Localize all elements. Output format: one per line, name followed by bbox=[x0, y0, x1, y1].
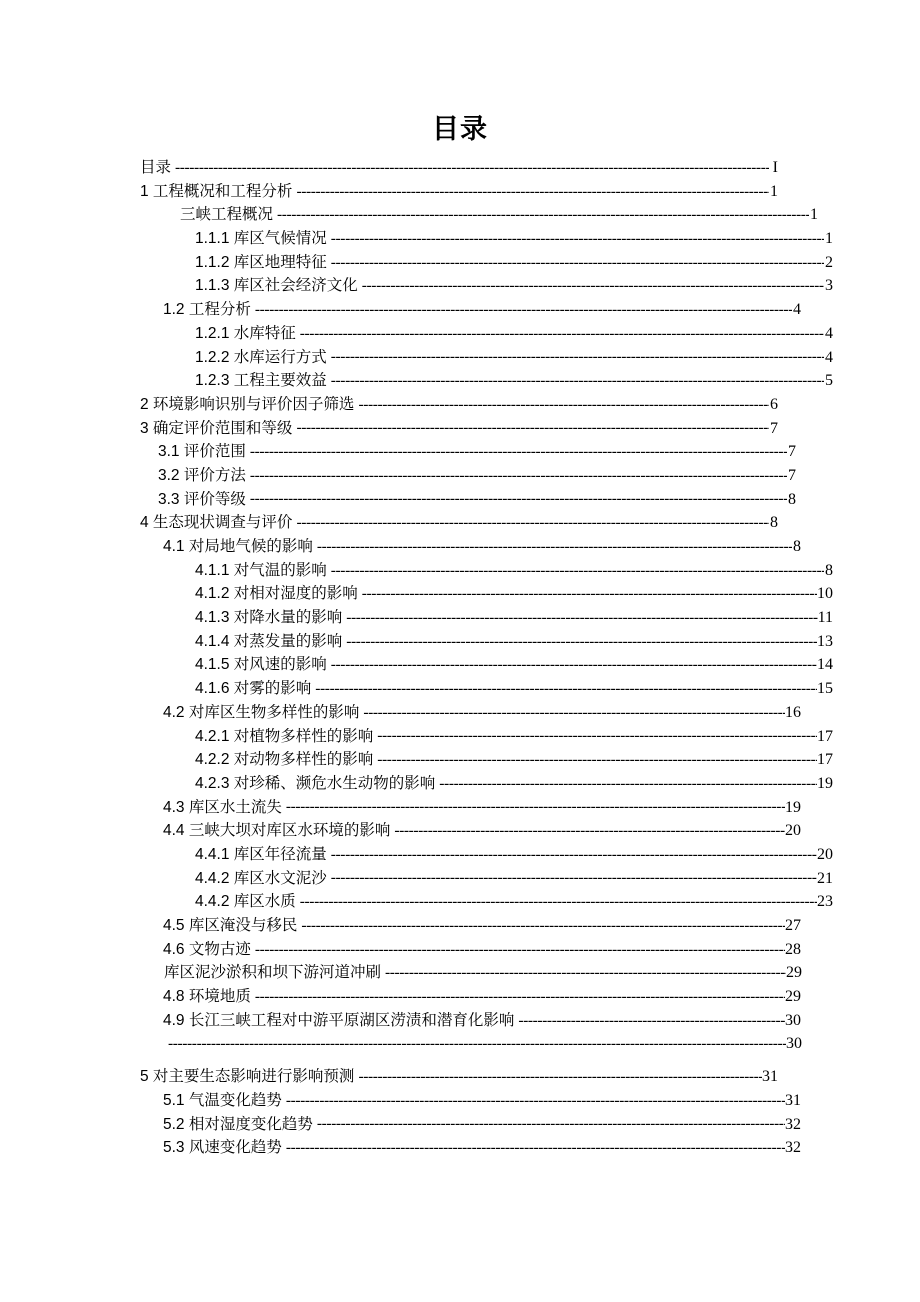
toc-entry[interactable] bbox=[140, 417, 778, 441]
toc-entry[interactable] bbox=[140, 677, 833, 701]
toc-entry-label: 库区泥沙淤积和坝下游河道冲刷 bbox=[164, 964, 382, 982]
toc-leader-dots bbox=[331, 563, 824, 579]
toc-entry[interactable] bbox=[140, 630, 833, 654]
toc-leader-dots bbox=[377, 752, 817, 768]
toc-entry[interactable] bbox=[140, 393, 778, 417]
toc-entry-label: 1.2.2 水库运行方式 bbox=[195, 348, 327, 366]
toc-leader-dots bbox=[362, 586, 817, 602]
toc-page-number: 30 bbox=[786, 1035, 802, 1053]
toc-leader-dots bbox=[385, 965, 786, 981]
toc-page-number: 29 bbox=[785, 988, 801, 1006]
toc-leader-dots bbox=[331, 871, 817, 887]
toc-entry[interactable] bbox=[140, 298, 801, 322]
toc-entry[interactable] bbox=[140, 961, 802, 985]
toc-entry-label: 1.2 工程分析 bbox=[163, 301, 251, 319]
toc-entry-label: 1.1.1 库区气候情况 bbox=[195, 230, 327, 248]
toc-page-number: 6 bbox=[770, 395, 778, 413]
toc-page-number: 8 bbox=[788, 490, 796, 508]
toc-entry-label: 4.2 对库区生物多样性的影响 bbox=[163, 703, 360, 721]
toc-entry-label: 4.1.3 对降水量的影响 bbox=[195, 609, 343, 627]
toc-entry-label: 4.4 三峡大坝对库区水环境的影响 bbox=[163, 822, 391, 840]
toc-page-number: 5 bbox=[825, 372, 833, 390]
toc-entry-label: 5.1 气温变化趋势 bbox=[163, 1091, 282, 1109]
toc-entry[interactable] bbox=[140, 1065, 778, 1089]
toc-entry[interactable] bbox=[140, 1136, 801, 1160]
toc-entry-label: 目录 bbox=[140, 159, 172, 176]
toc-leader-dots bbox=[394, 823, 785, 839]
toc-entry[interactable] bbox=[140, 180, 778, 204]
toc-entry[interactable] bbox=[140, 251, 833, 275]
toc-leader-dots bbox=[255, 942, 785, 958]
toc-leader-dots bbox=[358, 397, 769, 413]
toc-entry[interactable] bbox=[140, 227, 833, 251]
toc-leader-dots bbox=[301, 918, 785, 934]
toc-entry[interactable] bbox=[140, 535, 801, 559]
toc-leader-dots bbox=[286, 800, 785, 816]
toc-page-number: 21 bbox=[817, 869, 833, 887]
toc-entry[interactable] bbox=[140, 606, 833, 630]
toc-leader-dots bbox=[331, 373, 824, 389]
toc-leader-dots bbox=[358, 1069, 762, 1085]
toc-entry[interactable] bbox=[140, 582, 833, 606]
toc-entry[interactable] bbox=[140, 203, 818, 227]
toc-entry-label: 4.6 文物古迹 bbox=[163, 940, 251, 958]
toc-entry[interactable] bbox=[140, 322, 833, 346]
toc-leader-dots bbox=[317, 1117, 785, 1133]
toc-page-number: 14 bbox=[817, 656, 833, 674]
toc-entry[interactable] bbox=[140, 985, 801, 1009]
toc-leader-dots bbox=[277, 207, 809, 223]
toc-leader-dots bbox=[346, 634, 817, 650]
toc-entry-label: 4.1.2 对相对湿度的影响 bbox=[195, 585, 358, 603]
toc-entry-label: 4.2.1 对植物多样性的影响 bbox=[195, 727, 374, 745]
toc-page-number: 7 bbox=[770, 419, 778, 437]
toc-entry-label: 4.1 对局地气候的影响 bbox=[163, 538, 313, 555]
toc-page-number: 7 bbox=[788, 443, 796, 461]
toc-leader-dots bbox=[315, 681, 817, 697]
toc-page-number: 13 bbox=[817, 632, 833, 650]
toc-page-number: 20 bbox=[785, 822, 801, 840]
toc-entry-label: 三峡工程概况 bbox=[180, 206, 274, 224]
toc-leader-dots bbox=[439, 776, 817, 792]
toc-entry-label: 5.2 相对湿度变化趋势 bbox=[163, 1115, 313, 1133]
toc-entry-label: 4.4.2 库区水文泥沙 bbox=[195, 869, 327, 887]
toc-leader-dots bbox=[255, 989, 785, 1005]
toc-entry-label: 4.1.5 对风速的影响 bbox=[195, 656, 327, 674]
toc-leader-dots bbox=[331, 255, 824, 271]
toc-entry[interactable] bbox=[140, 748, 833, 772]
toc-entry-label: 4.2.2 对动物多样性的影响 bbox=[195, 751, 374, 769]
toc-entry-label: 1.2.1 水库特征 bbox=[195, 324, 296, 342]
toc-entry-label: 4.1.6 对雾的影响 bbox=[195, 680, 312, 698]
toc-page-number: 1 bbox=[825, 230, 833, 248]
toc-entry[interactable] bbox=[140, 914, 801, 938]
toc-page-number: 23 bbox=[817, 893, 833, 911]
toc-entry-label: 4.4.1 库区年径流量 bbox=[195, 845, 327, 863]
toc-leader-dots bbox=[296, 184, 769, 200]
toc-entry-label: 4.8 环境地质 bbox=[163, 988, 251, 1006]
toc-page-number: 19 bbox=[785, 798, 801, 816]
toc-page-number: 15 bbox=[817, 680, 833, 698]
toc-entry[interactable] bbox=[140, 1009, 801, 1033]
toc-entry[interactable] bbox=[140, 819, 801, 843]
toc-entry-label: 4.5 库区淹没与移民 bbox=[163, 917, 298, 934]
toc-leader-dots bbox=[346, 610, 817, 626]
toc-leader-dots bbox=[331, 658, 817, 674]
toc-leader-dots bbox=[175, 160, 769, 176]
toc-leader-dots bbox=[331, 350, 824, 366]
toc-entry[interactable] bbox=[140, 867, 833, 891]
toc-page-number: 4 bbox=[825, 324, 833, 342]
toc-leader-dots bbox=[300, 894, 817, 910]
toc-page-number: 11 bbox=[817, 609, 833, 627]
toc-leader-dots bbox=[331, 847, 817, 863]
toc-leader-dots bbox=[286, 1140, 785, 1156]
toc-entry-label: 4.1.1 对气温的影响 bbox=[195, 561, 327, 579]
toc-entry[interactable] bbox=[140, 559, 833, 583]
toc-entry-label: 3 确定评价范围和等级 bbox=[140, 419, 293, 437]
toc-entry[interactable] bbox=[140, 843, 833, 867]
table-of-contents bbox=[140, 156, 833, 1160]
toc-page-number: 8 bbox=[825, 561, 833, 579]
toc-entry[interactable] bbox=[140, 653, 833, 677]
toc-page-number: 3 bbox=[825, 277, 833, 295]
toc-page-number: 8 bbox=[770, 514, 778, 532]
toc-entry-label: 5 对主要生态影响进行影响预测 bbox=[140, 1068, 355, 1086]
toc-page-number: 31 bbox=[762, 1068, 778, 1086]
toc-entry[interactable] bbox=[140, 369, 833, 393]
toc-entry[interactable] bbox=[140, 772, 833, 796]
toc-leader-dots bbox=[250, 492, 787, 508]
toc-entry-label: 4.3 库区水土流失 bbox=[163, 798, 282, 816]
toc-entry-label: 4 生态现状调查与评价 bbox=[140, 514, 293, 532]
toc-entry-label: 1.2.3 工程主要效益 bbox=[195, 372, 327, 390]
toc-entry[interactable] bbox=[140, 346, 833, 370]
toc-page-number: 28 bbox=[785, 940, 801, 958]
toc-leader-dots bbox=[317, 539, 792, 555]
toc-leader-dots bbox=[296, 515, 769, 531]
toc-page-number: 10 bbox=[817, 585, 833, 603]
toc-page-number: 1 bbox=[770, 182, 778, 200]
toc-page-number: 17 bbox=[817, 727, 833, 745]
toc-entry-label: 4.9 长江三峡工程对中游平原湖区涝渍和潜育化影响 bbox=[163, 1011, 515, 1029]
toc-leader-dots bbox=[362, 279, 824, 295]
toc-page-number: 17 bbox=[817, 751, 833, 769]
toc-leader-dots bbox=[255, 302, 792, 318]
toc-page-number: 19 bbox=[817, 774, 833, 792]
toc-entry-label: 4.1.4 对蒸发量的影响 bbox=[195, 632, 343, 650]
toc-entry[interactable] bbox=[140, 511, 778, 535]
toc-entry[interactable] bbox=[140, 156, 778, 180]
toc-entry[interactable] bbox=[140, 464, 796, 488]
toc-entry[interactable] bbox=[140, 938, 801, 962]
toc-leader-dots bbox=[377, 729, 817, 745]
toc-entry-label: 5.3 风速变化趋势 bbox=[163, 1139, 282, 1157]
toc-entry-label: 3.2 评价方法 bbox=[158, 466, 246, 484]
toc-page-number: 4 bbox=[793, 301, 801, 319]
toc-page-number: I bbox=[772, 159, 778, 176]
toc-page-number: 27 bbox=[785, 917, 801, 934]
toc-entry[interactable] bbox=[140, 796, 801, 820]
toc-page-number: 32 bbox=[785, 1139, 801, 1157]
toc-entry[interactable] bbox=[140, 701, 801, 725]
toc-entry-label: 3.1 评价范围 bbox=[158, 443, 246, 461]
toc-page-number: 8 bbox=[793, 538, 801, 555]
page-title: 目录 bbox=[432, 114, 488, 144]
toc-entry[interactable] bbox=[140, 488, 796, 512]
toc-leader-dots bbox=[300, 326, 824, 342]
toc-page-number: 4 bbox=[825, 348, 833, 366]
toc-leader-dots bbox=[286, 1093, 785, 1109]
toc-page-number: 29 bbox=[786, 964, 802, 982]
toc-page-number: 7 bbox=[788, 466, 796, 484]
toc-leader-dots bbox=[518, 1013, 785, 1029]
toc-entry-label: 3.3 评价等级 bbox=[158, 490, 246, 508]
toc-page-number: 31 bbox=[785, 1091, 801, 1109]
toc-page-number: 20 bbox=[817, 845, 833, 863]
toc-page-number: 30 bbox=[785, 1011, 801, 1029]
toc-leader-dots bbox=[363, 705, 785, 721]
toc-entry-label: 1.1.2 库区地理特征 bbox=[195, 253, 327, 271]
toc-leader-dots bbox=[250, 468, 787, 484]
toc-entry[interactable] bbox=[140, 890, 833, 914]
toc-entry[interactable] bbox=[140, 1032, 802, 1056]
toc-entry[interactable] bbox=[140, 274, 833, 298]
toc-entry[interactable] bbox=[140, 725, 833, 749]
toc-entry-label: 4.4.2 库区水质 bbox=[195, 893, 296, 911]
toc-page-number: 2 bbox=[825, 253, 833, 271]
toc-leader-dots bbox=[296, 421, 769, 437]
toc-entry-label: 4.2.3 对珍稀、濒危水生动物的影响 bbox=[195, 774, 436, 792]
toc-entry[interactable] bbox=[140, 1089, 801, 1113]
toc-entry-label: 1.1.3 库区社会经济文化 bbox=[195, 277, 358, 295]
toc-entry-label: 1 工程概况和工程分析 bbox=[140, 182, 293, 200]
toc-page-number: 16 bbox=[785, 703, 801, 721]
toc-leader-dots bbox=[331, 231, 824, 247]
toc-entry[interactable] bbox=[140, 440, 796, 464]
toc-leader-dots bbox=[250, 444, 787, 460]
toc-page-number: 1 bbox=[810, 206, 818, 224]
toc-leader-dots bbox=[168, 1037, 786, 1053]
toc-page-number: 32 bbox=[785, 1115, 801, 1133]
toc-entry[interactable] bbox=[140, 1113, 801, 1137]
toc-entry-label: 2 环境影响识别与评价因子筛选 bbox=[140, 395, 355, 413]
